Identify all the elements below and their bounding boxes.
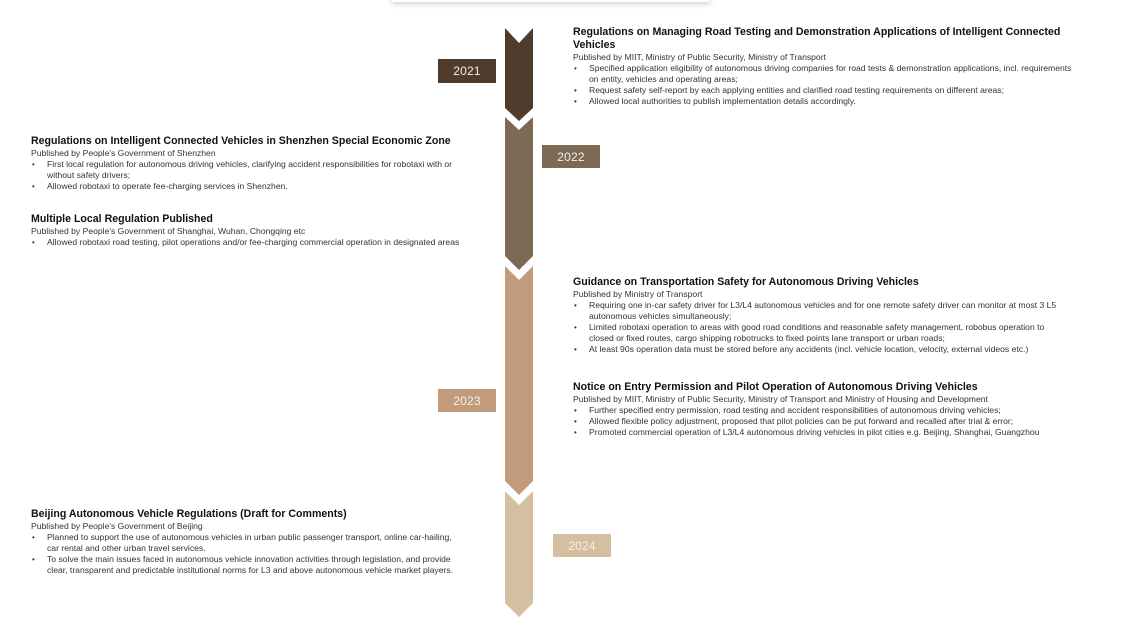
bullet-item: • Further specified entry permission, road testing and accident responsibilities of autonomous driving vehicles; xyxy=(573,405,1063,416)
bullet-item: • Allowed flexible policy adjustment, proposed that pilot policies can be put forward and recalled after trial & error; xyxy=(573,416,1063,427)
regulation-title: Guidance on Transportation Safety for Autonomous Driving Vehicles xyxy=(573,276,919,288)
year-box-2023 xyxy=(438,389,496,412)
regulation-block xyxy=(31,508,461,576)
bullet-item: • At least 90s operation data must be stored before any accidents (incl. vehicle location, velocity, external videos etc.) xyxy=(573,344,1063,355)
regulation-publisher: Published by MIIT, Ministry of Public Security, Ministry of Transport and Ministry of Housing and Development xyxy=(573,394,988,404)
regulation-title: Regulations on Intelligent Connected Vehicles in Shenzhen Special Economic Zone xyxy=(31,135,451,147)
bullet-list xyxy=(31,532,461,576)
timeline-segment-2022 xyxy=(505,117,533,270)
timeline-segment-2023 xyxy=(505,266,533,495)
bullet-item: • Specified application eligibility of autonomous driving companies for road tests & demonstration applications, incl. requirements on entity, vehicles and operating areas; xyxy=(573,63,1073,85)
year-label: 2023 xyxy=(453,393,481,408)
regulation-title: Notice on Entry Permission and Pilot Operation of Autonomous Driving Vehicles xyxy=(573,381,978,393)
timeline-segment-2021 xyxy=(505,28,533,121)
bullet-item: • First local regulation for autonomous driving vehicles, clarifying accident responsibilities for robotaxi with or without safety drivers; xyxy=(31,159,479,181)
regulation-block xyxy=(573,276,1063,355)
regulation-title: Multiple Local Regulation Published xyxy=(31,213,213,225)
regulation-publisher: Published by People's Government of Shenzhen xyxy=(31,148,216,158)
regulation-publisher: Published by People's Government of Beijing xyxy=(31,521,203,531)
bullet-item: • Promoted commercial operation of L3/L4 autonomous driving vehicles in pilot cities e.g. Beijing, Shanghai, Guangzhou xyxy=(573,427,1063,438)
bullet-list xyxy=(573,405,1063,438)
bullet-list xyxy=(31,237,479,248)
regulation-publisher: Published by People's Government of Shanghai, Wuhan, Chongqing etc xyxy=(31,226,306,236)
regulation-block xyxy=(31,213,479,248)
year-label: 2022 xyxy=(557,149,585,164)
bullet-item: • Limited robotaxi operation to areas with good road conditions and reasonable safety management, robobus operation to closed or fixed routes, cargo shipping robotrucks to fixed points lane transport or urban roads; xyxy=(573,322,1063,344)
bullet-list xyxy=(573,63,1073,107)
year-label: 2021 xyxy=(453,64,481,78)
regulation-publisher: Published by MIIT, Ministry of Public Security, Ministry of Transport xyxy=(573,52,826,62)
regulation-title: Regulations on Managing Road Testing and Demonstration Applications of Intelligent Connected Vehicles xyxy=(573,26,1061,51)
regulation-block xyxy=(573,381,1063,438)
regulation-block xyxy=(573,26,1073,107)
year-box-2024 xyxy=(553,534,611,557)
regulation-block xyxy=(31,135,479,192)
timeline-segment-2024 xyxy=(505,491,533,617)
bullet-list xyxy=(573,300,1063,355)
bullet-item: • Allowed robotaxi road testing, pilot operations and/or fee-charging commercial operation in designated areas xyxy=(31,237,479,248)
bullet-item: • To solve the main issues faced in autonomous vehicle innovation activities through legislation, and provide clear, transparent and predictable institutional norms for L3 and above autonomous vehicle market players. xyxy=(31,554,461,576)
regulation-publisher: Published by Ministry of Transport xyxy=(573,289,703,299)
regulation-title: Beijing Autonomous Vehicle Regulations (Draft for Comments) xyxy=(31,508,347,520)
bullet-list xyxy=(31,159,479,192)
bullet-item: • Planned to support the use of autonomous vehicles in urban public passenger transport, online car-hailing, car rental and other urban travel services. xyxy=(31,532,461,554)
year-label: 2024 xyxy=(568,538,596,553)
bullet-item: • Request safety self-report by each applying entities and clarified road testing requirements on different areas; xyxy=(573,85,1073,96)
bullet-item: • Allowed local authorities to publish implementation details accordingly. xyxy=(573,96,1073,107)
bullet-item: • Requiring one in-car safety driver for L3/L4 autonomous vehicles and for one remote safety driver can monitor at most 3 L5 autonomous vehicles simultaneously; xyxy=(573,300,1063,322)
year-box-2022 xyxy=(542,145,600,168)
bullet-item: • Allowed robotaxi to operate fee-charging services in Shenzhen. xyxy=(31,181,479,192)
year-box-2021 xyxy=(438,59,496,83)
